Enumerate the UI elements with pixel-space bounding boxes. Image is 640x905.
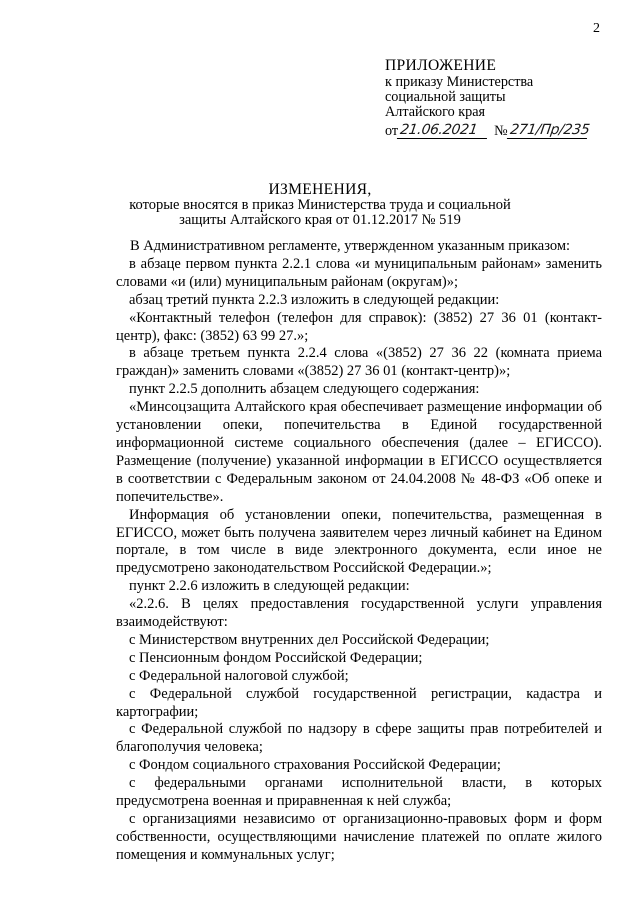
paragraph: «Минсоцзащита Алтайского края обеспечивает размещение информации об установлении опеки, попечительства в Единой государственной информационной системе социального обеспечения (далее – ЕГИССО). Размещение (получение) указанной информации в ЕГИССО осуществляется в соответствии с Федеральным законом от 24.04.2008 № 48-ФЗ «Об опеке и попечительстве». (116, 399, 602, 505)
paragraph: в абзаце первом пункта 2.2.1 слова «и муниципальным районам» заменить словами «и (или) муниципальным районам (округам)»; (116, 255, 602, 290)
heading-title: ИЗМЕНЕНИЯ, (268, 181, 372, 198)
paragraph: абзац третий пункта 2.2.3 изложить в следующей редакции: (129, 291, 500, 308)
heading-line-1: которые вносятся в приказ Министерства труда и социальной (129, 197, 511, 213)
paragraph: с федеральными органами исполнительной власти, в которых предусмотрена военная и приравненная к ней служба; (116, 775, 602, 810)
paragraph: «2.2.6. В целях предоставления государственной услуги управления взаимодействуют: (116, 596, 602, 631)
heading-line-2: защиты Алтайского края от 01.12.2017 № 519 (179, 211, 461, 228)
paragraph: пункт 2.2.5 дополнить абзацем следующего содержания: (129, 381, 480, 398)
appendix-title: ПРИЛОЖЕНИЕ (385, 57, 497, 74)
paragraph: В Административном регламенте, утвержденном указанным приказом: (130, 238, 571, 254)
paragraph: с Федеральной налоговой службой; (129, 667, 349, 684)
page-number: 2 (593, 21, 600, 36)
appendix-line-ministry: социальной защиты (385, 89, 506, 105)
handwritten-number: 271/Пр/235 (507, 123, 589, 139)
appendix-line-order: к приказу Министерства (385, 74, 534, 90)
paragraph: с Федеральной службой по надзору в сфере защиты прав потребителей и благополучия человека; (116, 721, 602, 756)
paragraph: с Пенсионным фондом Российской Федерации; (129, 649, 423, 666)
paragraph: «Контактный телефон (телефон для справок): (3852) 27 36 01 (контакт-центр), факс: (3852) 63 99 27.»; (116, 309, 602, 344)
paragraph: в абзаце третьем пункта 2.2.4 слова «(3852) 27 36 22 (комната приема граждан)» заменить словами «(3852) 27 36 01 (контакт-центр)»; (116, 345, 602, 380)
appendix-block (385, 57, 625, 139)
paragraph: с Министерством внутренних дел Российской Федерации; (129, 631, 490, 648)
number-prefix: № (494, 123, 508, 139)
paragraph: пункт 2.2.6 изложить в следующей редакции: (129, 578, 410, 595)
paragraph: с организациями независимо от организационно-правовых форм и форм собственности, осуществляющими начисление платежей по оплате жилого помещения и коммунальных услуг; (116, 811, 602, 863)
document-heading (70, 182, 570, 227)
paragraph: Информация об установлении опеки, попечительства, размещенная в ЕГИССО, может быть получена заявителем через личный кабинет на Едином портале, в том числе в виде электронного документа, если иное не предусмотрено законодательством Российской Федерации.»; (116, 506, 602, 577)
paragraph: с Федеральной службой государственной регистрации, кадастра и картографии; (116, 685, 602, 720)
handwritten-date: 21.06.2021 (397, 123, 489, 139)
appendix-date-number (385, 120, 625, 139)
document-body (116, 238, 602, 865)
appendix-line-region: Алтайского края (385, 104, 486, 120)
paragraph: с Фондом социального страхования Российской Федерации; (129, 757, 501, 774)
date-prefix: от (385, 123, 399, 139)
